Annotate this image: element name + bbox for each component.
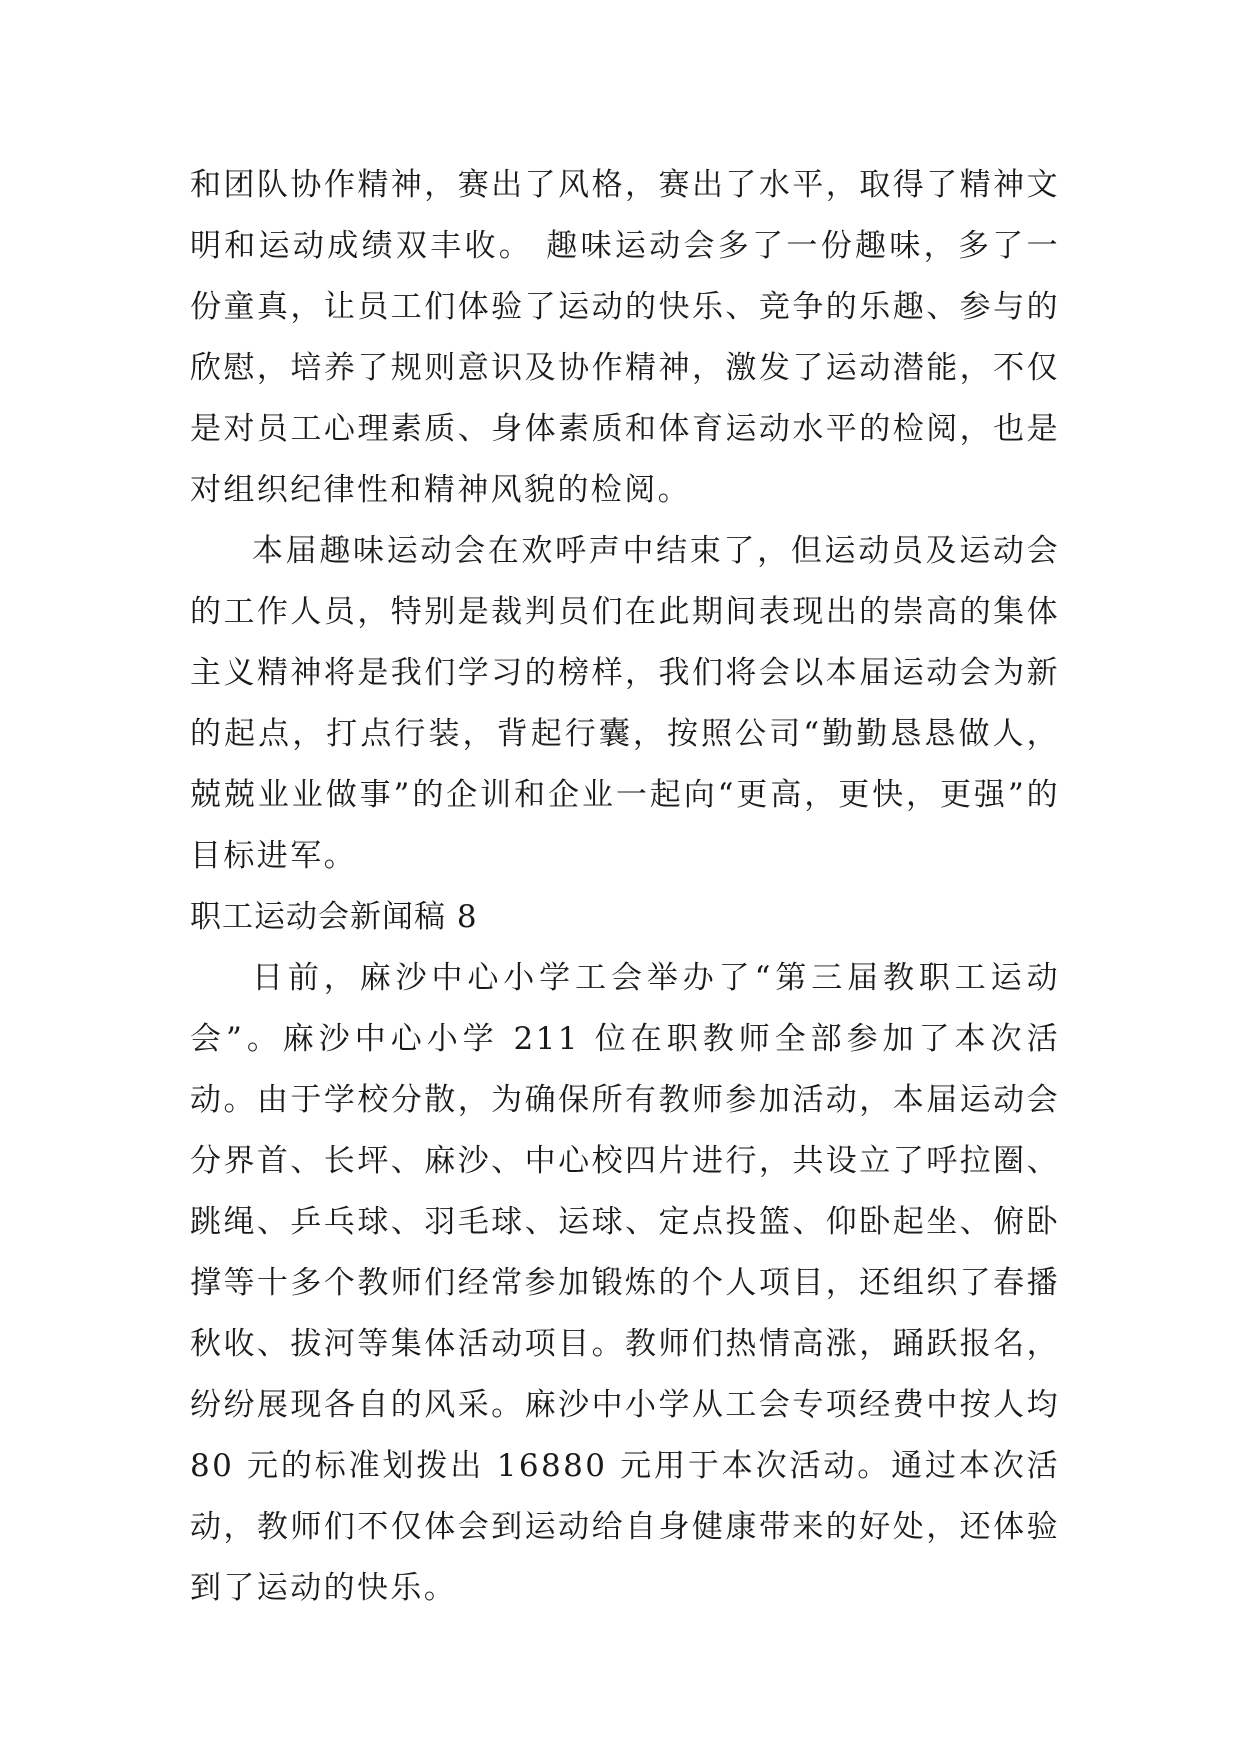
document-body	[190, 155, 1060, 1619]
paragraph-continuation: 和团队协作精神，赛出了风格，赛出了水平，取得了精神文明和运动成绩双丰收。 趣味运动会多了一份趣味，多了一份童真，让员工们体验了运动的快乐、竞争的乐趣、参与的欣慰，培养了规则意识及协作精神，激发了运动潜能，不仅是对员工心理素质、身体素质和体育运动水平的检阅，也是对组织纪律性和精神风貌的检阅。	[190, 167, 1060, 508]
paragraph-closing: 本届趣味运动会在欢呼声中结束了，但运动员及运动会的工作人员，特别是裁判员们在此期间表现出的崇高的集体主义精神将是我们学习的榜样，我们将会以本届运动会为新的起点，打点行装，背起行囊，按照公司“勤勤恳恳做人，兢兢业业做事”的企训和企业一起向“更高，更快，更强”的目标进军。	[190, 533, 1060, 874]
section-heading: 职工运动会新闻稿 8	[190, 899, 478, 935]
paragraph-news-8: 日前，麻沙中心小学工会举办了“第三届教职工运动会”。麻沙中心小学 211 位在职教师全部参加了本次活动。由于学校分散，为确保所有教师参加活动，本届运动会分界首、长坪、麻沙、中心校四片进行，共设立了呼拉圈、跳绳、乒乓球、羽毛球、运球、定点投篮、仰卧起坐、俯卧撑等十多个教师们经常参加锻炼的个人项目，还组织了春播秋收、拔河等集体活动项目。教师们热情高涨，踊跃报名，纷纷展现各自的风采。麻沙中小学从工会专项经费中按人均 80 元的标准划拨出 16880 元用于本次活动。通过本次活动，教师们不仅体会到运动给自身健康带来的好处，还体验到了运动的快乐。	[190, 960, 1060, 1606]
